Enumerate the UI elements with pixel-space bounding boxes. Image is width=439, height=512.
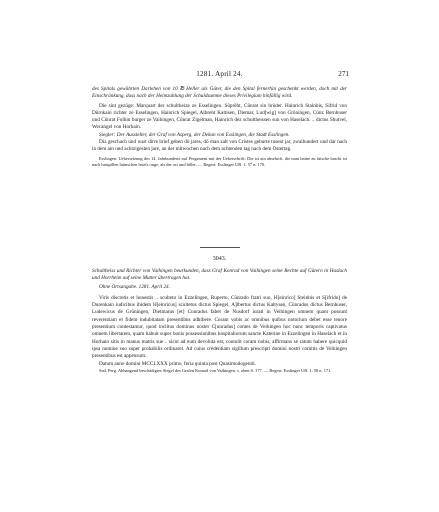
document-3043 [92, 268, 347, 374]
dating-paragraph: Diz geschach und wart dirre brief geben dō jares, dō man zalt von Cristes geburte tusent jar, zwaihundert und dar nach in dem ain und achtzigesten jare, an der mitwochen nach dem achtenden tag nach dem Ostertag. [92, 139, 347, 153]
source-note: Esslingen. Uebersetzung des 14. Jahrhunderts auf Pergament mit der Ueberschrift: Die ist ain absehrift, die man latine zu tütsche bracht ist nach baispillen latinschen briefs ouge, als der ort und billet. — Regest: Esslinger UB. 1, 57 n. 170. [92, 155, 347, 167]
document-summary: Schultheiss und Richter von Vaihingen beurkunden, dass Graf Konrad von Vaihingen seine Rechte auf Gütern in Haslach und Horrheim auf seine Mutter übertragen hat. [92, 268, 347, 282]
running-header [0, 70, 439, 82]
section-separator [200, 247, 240, 248]
document-datum: Datum anno domini MCCLXXX primo, feria quinta post Quasimodogeniti. [99, 360, 257, 367]
page-number: 271 [338, 70, 349, 78]
witnesses-paragraph: Die sint gezüge: Marquart der schultheize ze Esselingen. Sûprëht, Cûnrat sin brûder. Hainrich Stainbis, Sifrid von Dürnkain richter ze Esselingen, Hainrich Spiegel, Albreht Kaltisen, Diemar, Lud[wig] von Grôningen, Cûnz Bernhuser und Cûnrat Folbin burger ze Vaihingen, Cûnrat Zigelman, Hainrich dez schultheissen sun von Haselach. .. dictus Shutvel, Wecangel von Horhain. [92, 102, 347, 131]
document-body: Viris discretis et honestis .. sculteto in Ezzelingen, Ruperto, Cûnrado fratri suo, H[einrico] Steinbis et S[ifrido] de Durenkain iudicibus ibidem H[einricus] scultetus dictus Spiegel, A]lbertus dictus Kaltysen, Cûnradus dictus Bernhuser, Ludewicus de Grûningen, Dietmarus [et] Cunradus faber de Nusdorf iurati in Veihingen omnem quam possunt reverentiam et fidem indubitatam presentibus adhibere. Coram vobis ac omnibus quibus notorium debet esse tenore presentium contestamur, quod inclitus dominus noster C[unradus] comes de Veihingen hoc nunc temporis captivatus omnem libertatem, quam habuit super bonis possessionibus hospitaliorum sancte Katerine in Ezzelingen in Haselach et in Horhain sitis in manus matris sue .. sicut ad eum devoluta est, contulit coram nobis, affirmans se ratum habere quicquid ipsa nomine suo super probabilis ordinaret. Ad cuius credentiam sigillum prescripti domini nostri comitis de Veihingen presentibus est appensum. [92, 294, 347, 360]
siegler-line: Siegler: Der Aussteller, der Graf von Asperg, der Dekan von Esslingen, die Stadt Esslingen. [99, 131, 290, 138]
header-title: 1281. April 24. [196, 70, 243, 78]
previous-document-end [92, 86, 347, 168]
document-note: Stal. Perg. Abhangend beschädigtes Siegel des Grafen Konrad von Vaihingen, s. oben S. 177. — Regest: Esslinger UB. 1, 58 n. 171. [99, 367, 332, 373]
intro-paragraph: des Spitals gewährten Darlehen von 10 ℔ Heller als Güter, die den Spital fernerhin geschenkt werden, doch mit der Einschränkung, dass nach der Heimzahlung der Schuldsumme dieses Privilegium hinfällig wird. [92, 86, 347, 100]
document-number: 3043. [212, 256, 227, 262]
document-dateline: Ohne Ortsangabe. 1281. April 24. [99, 283, 170, 290]
